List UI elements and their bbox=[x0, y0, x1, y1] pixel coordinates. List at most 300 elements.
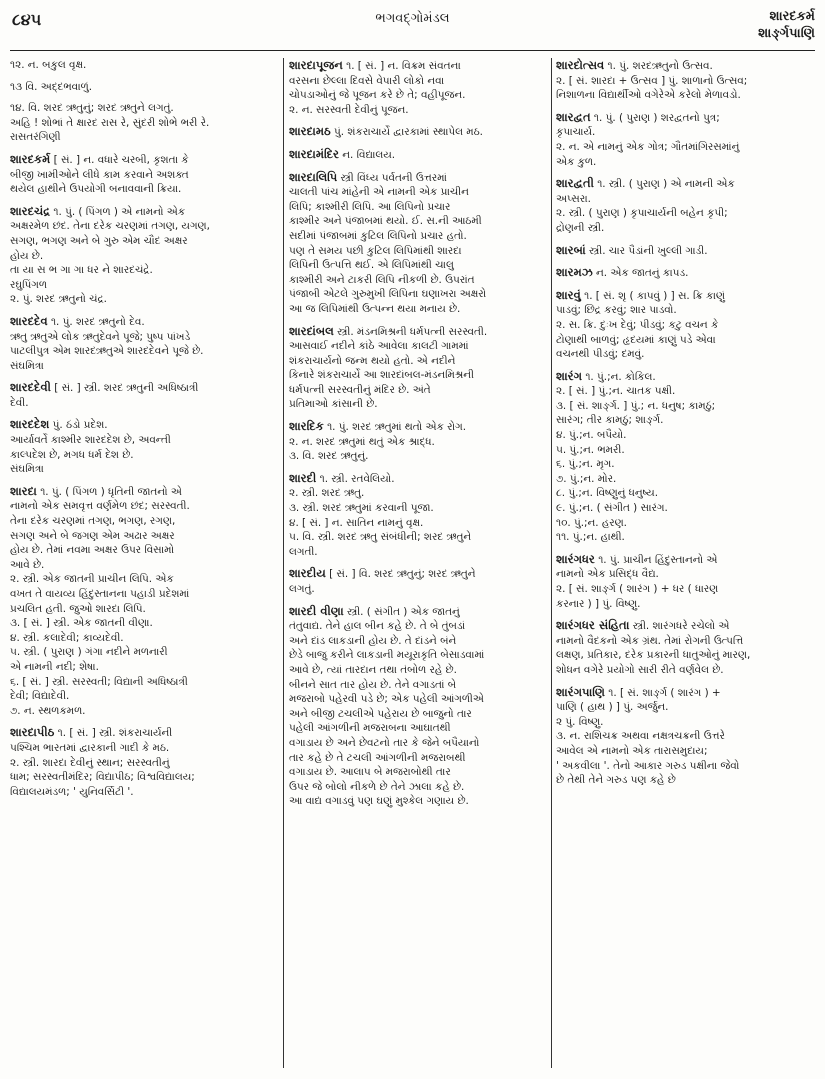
entry-text: ૩. [ સં. ] સ્ત્રી. એક જાતની વીણા. bbox=[10, 617, 153, 630]
entry-line bbox=[556, 582, 815, 597]
entry-text: સદીમાં પંજાબમાં કુટિલ લિપિનો પ્રચાર હતો. bbox=[289, 229, 467, 242]
entry-line bbox=[289, 258, 547, 273]
entry-text: લગતી. bbox=[289, 545, 318, 558]
entry-text: પાણિ ( હાથ ) ] પું. અર્જુન. bbox=[556, 701, 669, 714]
headword: શારંગધર સંહિતા bbox=[556, 618, 630, 633]
entry-line bbox=[10, 704, 278, 719]
guide-words bbox=[758, 8, 815, 42]
entry-line bbox=[556, 597, 815, 612]
entry-text: પું. ઠંડો પ્રદેશ. bbox=[52, 419, 108, 432]
entry-text: અક્ષરમેળ છંદ. તેના દરેક ચરણમાં તગણ, યગણ, bbox=[10, 220, 210, 233]
entry-text: ૨. [ સં. શારદા + ઉત્સવ ] પું. શાળાનો ઉત્સવ; bbox=[556, 74, 748, 87]
entry-line bbox=[556, 516, 815, 531]
entry-text: પું. શંકરાચાર્યે દ્વારકામાં સ્થાપેલ મઠ. bbox=[334, 126, 483, 139]
entry-text: કૃપાચાર્ય. bbox=[556, 126, 596, 139]
entry-line bbox=[10, 602, 278, 617]
entry-line bbox=[556, 618, 815, 634]
entry-text: સ્ત્રી. ચાર પૈડાંની ખુલ્લી ગાડી. bbox=[589, 244, 708, 257]
column-2 bbox=[289, 58, 547, 1070]
entry-line bbox=[289, 486, 547, 501]
dictionary-entry bbox=[10, 314, 278, 373]
entry-text: પ્રચલિત હતી. જુઓ શારદા લિપિ. bbox=[10, 602, 146, 615]
entry-text: ૮. પું.;ન. વિષ્ણુનું ધનુષ્ય. bbox=[556, 487, 658, 500]
entry-text: ૧. [ સં. ] સ્ત્રી. શંકરાચાર્યની bbox=[57, 727, 173, 740]
entry-text: ૨ પું. વિષ્ણુ. bbox=[556, 715, 604, 728]
entry-text: લગતું. bbox=[289, 583, 315, 595]
column-divider bbox=[283, 58, 284, 1068]
entry-line bbox=[289, 471, 547, 487]
entry-line bbox=[289, 214, 547, 229]
entry-line bbox=[10, 645, 278, 660]
dictionary-entry bbox=[289, 58, 547, 117]
dictionary-entry bbox=[289, 419, 547, 464]
entry-line bbox=[289, 273, 547, 288]
entry-text: ૧. પું. ( પિંગળ ) ધૃતિની જાતનો એ bbox=[40, 485, 182, 498]
entry-line bbox=[289, 765, 547, 780]
entry-line bbox=[10, 514, 278, 529]
entry-text: ૨. ન. એ નામનું એક ગોત્ર; ગૌતમાંગિરસમાંનું bbox=[556, 140, 740, 153]
entry-text: છે તેથી તેને ગરુડ પણ કહે છે bbox=[556, 774, 676, 787]
entry-line bbox=[10, 756, 278, 771]
entry-line bbox=[289, 383, 547, 398]
entry-text: ૨. સ્ત્રી. શારદા દેવીનું સ્થાન; સરસ્વતીનું bbox=[10, 756, 170, 769]
entry-line bbox=[10, 572, 278, 587]
entry-line bbox=[289, 368, 547, 383]
entry-text: દેવી. bbox=[10, 396, 29, 409]
entry-line bbox=[289, 103, 547, 118]
entry-line bbox=[10, 204, 278, 220]
entry-text: લિપિની ઉત્પત્તિ થઈ. એ લિપિમાંથી ચાલુ bbox=[289, 259, 454, 272]
entry-line bbox=[10, 433, 278, 448]
entry-text: પશ્ચિમ ભારતમાં દ્વારકાની ગાદી કે મઠ. bbox=[10, 741, 170, 754]
entry-line bbox=[10, 587, 278, 602]
dictionary-entry bbox=[556, 176, 815, 235]
entry-text: ૫. વિ. સ્ત્રી. શરદ ઋતુ સંબંધીની; શરદ ઋતુને bbox=[289, 531, 472, 544]
entry-line bbox=[556, 530, 815, 545]
entry-text: તેના દરેક ચરણમાં તગણ, ભગણ, રગણ, bbox=[10, 515, 176, 528]
entry-line bbox=[289, 582, 547, 597]
entry-text: અપ્સરા. bbox=[556, 192, 591, 205]
entry-line bbox=[556, 472, 815, 487]
entry-text: [ સં. ] ન. વધારે ચરબી, કૃશતા કે bbox=[53, 153, 189, 166]
entry-text: હોય છે. તેમાં નવમા અક્ષર ઉપર વિસામો bbox=[10, 544, 175, 557]
entry-line bbox=[10, 770, 278, 785]
entry-text: શોધન વગેરે પ્રયોગો સારી રીતે વર્ણવેલ છે. bbox=[556, 663, 724, 676]
entry-line bbox=[556, 443, 815, 458]
page-header bbox=[0, 8, 825, 44]
entry-line bbox=[10, 529, 278, 544]
entry-text: સ્ત્રી. શારંગધરે રચેલો એ bbox=[632, 620, 730, 633]
entry-text: ૪. [ સં. ] ન. સાતિન નામનું વૃક્ષ. bbox=[289, 516, 424, 529]
entry-line bbox=[289, 780, 547, 795]
entry-text: લિપિ; કાશ્મીરી લિપિ. આ લિપિનો પ્રચાર bbox=[289, 200, 451, 213]
entry-line bbox=[289, 449, 547, 464]
headword: શારંગપાણિ bbox=[556, 684, 605, 699]
entry-text: ધર્મપત્ની સરસ્વતીનું મંદિર છે. અંતે bbox=[289, 383, 431, 396]
entry-text: વિદ્યાલયમંડળ; ' યુનિવર્સિટી '. bbox=[10, 785, 134, 798]
entry-line bbox=[289, 88, 547, 103]
entry-line bbox=[10, 292, 278, 307]
entry-line bbox=[10, 330, 278, 345]
headword: શારદકર્મ bbox=[10, 151, 51, 166]
entry-line bbox=[556, 399, 815, 414]
entry-text: ૧૦. પું.;ન. હરણ. bbox=[556, 516, 627, 529]
dictionary-entry bbox=[10, 484, 278, 719]
entry-line bbox=[289, 419, 547, 435]
entry-text: ૩. વિ. શરદ ઋતુનું. bbox=[289, 450, 369, 463]
entry-text: પાડવું; છિદ્ર કરવું; શાર પાડવો. bbox=[556, 304, 677, 317]
entry-text: તંતુવાદ્ય. તેને હાલ બીન કહે છે. તે બે તુંબડાં bbox=[289, 620, 466, 633]
dictionary-entry bbox=[289, 147, 547, 163]
entry-text: સ્ત્રી. મંડનમિશ્રની ધર્મપત્ની સરસ્વતી. bbox=[337, 325, 488, 338]
entry-text: પંજાબી એટલે ગુરુમુખી લિપિના ઘણાખરા અક્ષરો bbox=[289, 288, 487, 301]
entry-line bbox=[556, 318, 815, 333]
entry-text: એક કુળ. bbox=[556, 155, 597, 168]
entry-line bbox=[289, 530, 547, 545]
entry-line bbox=[289, 354, 547, 369]
entry-line bbox=[10, 785, 278, 800]
entry-line bbox=[556, 648, 815, 663]
entry-line bbox=[10, 689, 278, 704]
entry-line bbox=[556, 552, 815, 568]
entry-text: ૫. પું.;ન. ભમરી. bbox=[556, 443, 625, 456]
entry-line bbox=[289, 287, 547, 302]
entry-text: ઋતુ ઋતુએ લોક ઋતુદેવને પૂજે; પુષ્પ પાંખડે bbox=[10, 330, 191, 343]
entry-text: ૫. સ્ત્રી. ( પુરાણ ) ગંગા નદીને મળનારી bbox=[10, 646, 168, 659]
entry-text: છેડે બાજુ કરીને લાકડાની મયૂરાકૃતિ બેસાડવામાં bbox=[289, 649, 485, 662]
guide-word-last: શાર્ઙ્ગપાણિ bbox=[758, 26, 815, 41]
entry-line bbox=[556, 457, 815, 472]
entry-line bbox=[289, 200, 547, 215]
entry-line bbox=[556, 243, 815, 259]
entry-text: આસવાઈ નદીને કાંઠે આવેલા કાલટી ગામમાં bbox=[289, 340, 469, 353]
entry-line bbox=[10, 116, 278, 131]
entry-text: અને દાંડ લાકડાની હોય છે. તે દાંડને બંને bbox=[289, 634, 457, 647]
entry-line bbox=[556, 74, 815, 89]
entry-text: પણ તે સમય પછી કુટિલ લિપિમાંથી શારદા bbox=[289, 244, 462, 257]
dictionary-entry bbox=[556, 552, 815, 611]
entry-text: ૭. ન. સ્થળકમળ. bbox=[10, 704, 86, 717]
entry-line bbox=[289, 397, 547, 412]
entry-line bbox=[289, 545, 547, 560]
entry-line bbox=[556, 288, 815, 304]
entry-text: શંકરાચાર્યનો જન્મ થયો હતો. એ નદીને bbox=[289, 354, 456, 367]
entry-line bbox=[289, 794, 547, 809]
entry-text: આવેલ એ નામનો એક તારાસમુદાય; bbox=[556, 744, 708, 757]
dictionary-entry bbox=[289, 124, 547, 140]
entry-line bbox=[10, 484, 278, 500]
entry-line bbox=[289, 74, 547, 89]
entry-text: ૧૪. વિ. શરદ ઋતુનું; શરદ ઋતુને લગતું. bbox=[10, 102, 174, 115]
entry-line bbox=[10, 263, 278, 278]
entry-line bbox=[556, 265, 815, 281]
entry-text: આ વાદ્ય વગાડવું પણ ઘણું મુશ્કેલ ગણાય છે. bbox=[289, 795, 469, 808]
entry-line bbox=[556, 413, 815, 428]
entry-line bbox=[10, 675, 278, 690]
headword: શારદ્વત bbox=[556, 109, 591, 124]
entry-text: સંઘમિત્રા bbox=[10, 463, 44, 476]
entry-line bbox=[556, 125, 815, 140]
dictionary-entry bbox=[556, 288, 815, 362]
entry-text: ૧૧. પું.;ન. હાથી. bbox=[556, 531, 625, 544]
entry-text: ' અકવીલા '. તેનો આકાર ગરુડ પક્ષીના જેવો bbox=[556, 759, 740, 772]
dictionary-entry bbox=[289, 471, 547, 560]
entry-text: ૧. પું. શરદ ઋતુમાં થતો એક રોગ. bbox=[327, 421, 467, 434]
headword: શારદદેવ bbox=[10, 313, 48, 328]
entry-text: ૧. સ્ત્રી. ( પુરાણ ) એ નામની એક bbox=[597, 178, 735, 191]
entry-line bbox=[289, 736, 547, 751]
headword: શારદાલિપિ bbox=[289, 169, 338, 184]
entry-line bbox=[10, 558, 278, 573]
entry-text: ૧. [ સં. શૃ ( કાપવું ) ] સ. ક્રિ કાણું bbox=[584, 289, 725, 302]
entry-line bbox=[289, 751, 547, 766]
entry-line bbox=[556, 700, 815, 715]
entry-text: કિનારે શંકરાચાર્યે આ શારદાંબલ-મંડનમિશ્રની bbox=[289, 369, 474, 382]
entry-line bbox=[556, 384, 815, 399]
entry-line bbox=[10, 234, 278, 249]
column-1 bbox=[10, 58, 278, 1070]
entry-line bbox=[10, 219, 278, 234]
entry-text: ચાલતી પાંચ માંહેની એ નામની એક પ્રાચીન bbox=[289, 186, 469, 199]
entry-text: ૨. સ્ત્રી. એક જાતની પ્રાચીન લિપિ. એક bbox=[10, 573, 174, 586]
entry-text: એ નામની નદી; શેષા. bbox=[10, 660, 99, 673]
entry-text: ૧. [ સં. ] ન. વિક્રમ સંવતના bbox=[346, 60, 461, 72]
entry-line bbox=[556, 369, 815, 385]
entry-line bbox=[556, 744, 815, 759]
entry-text: ૧. પું. ( પુરાણ ) શરદ્વતનો પુત્ર; bbox=[593, 111, 720, 124]
entry-text: પાટલીપુત્ર એમ શારદઋતુએ શારદદેવને પૂજે છે. bbox=[10, 345, 204, 358]
column-3 bbox=[556, 58, 815, 1070]
entry-text: તાર કહે છે તે ટચલી આંગળીની મજરાબથી bbox=[289, 751, 466, 764]
entry-line bbox=[556, 155, 815, 170]
entry-line bbox=[10, 660, 278, 675]
entry-line bbox=[556, 333, 815, 348]
dictionary-entry bbox=[10, 380, 278, 410]
column-divider bbox=[551, 58, 552, 1068]
entry-text: ૩. ન. રાશિચક્ર અથવા નક્ષત્રચક્રની ઉત્તરે bbox=[556, 730, 725, 743]
entry-line bbox=[10, 448, 278, 463]
entry-text: પ્રતિમાઓ કાંસાની છે. bbox=[289, 398, 378, 411]
headword: શારદાપીઠ bbox=[10, 725, 55, 740]
entry-text: સારંગ; તીર કામઠું; શાર્ઙ્ગ. bbox=[556, 414, 664, 427]
headword: શારમઝ bbox=[556, 265, 593, 280]
entry-line bbox=[556, 88, 815, 103]
entry-line bbox=[10, 396, 278, 411]
entry-text: ૧. પું.;ન. કોકિલ. bbox=[585, 370, 656, 383]
entry-line bbox=[10, 101, 278, 116]
entry-line bbox=[10, 168, 278, 183]
entry-line bbox=[289, 604, 547, 620]
entry-line bbox=[289, 170, 547, 186]
entry-line bbox=[10, 249, 278, 264]
entry-line bbox=[10, 631, 278, 646]
dictionary-entry bbox=[10, 152, 278, 197]
entry-text: બીનને સાત તાર હોય છે. તેને વગાડતાં બે bbox=[289, 678, 457, 691]
entry-line bbox=[10, 616, 278, 631]
entry-line bbox=[10, 499, 278, 514]
entry-line bbox=[10, 380, 278, 396]
entry-line bbox=[556, 140, 815, 155]
entry-text: ૧. પું. પ્રાચીન હિંદુસ્તાનનો એ bbox=[598, 553, 718, 566]
dictionary-entry bbox=[289, 324, 547, 413]
headword: શારદી વીણા bbox=[289, 603, 344, 618]
entry-line bbox=[10, 58, 278, 73]
entry-text: અને બીજી ટચલીએ પહેરાય છે બાજુનો તાર bbox=[289, 707, 472, 720]
entry-text: સ્ત્રી. ( સંગીત ) એક જાતનું bbox=[346, 605, 460, 618]
entry-line bbox=[556, 501, 815, 516]
entry-line bbox=[289, 619, 547, 634]
entry-line bbox=[10, 80, 278, 95]
entry-line bbox=[556, 428, 815, 443]
headword: શારંગ bbox=[556, 368, 583, 383]
entry-text: ધામ; સરસ્વતીમંદિર; વિદ્યાપીઠ; વિશ્વવિદ્યાલય; bbox=[10, 771, 195, 784]
entry-line bbox=[289, 566, 547, 582]
entry-line bbox=[289, 721, 547, 736]
entry-text: બીજી ખામીઓને લીધે કામ કરવાને અશક્ત bbox=[10, 168, 189, 181]
entry-line bbox=[10, 725, 278, 741]
entry-line bbox=[556, 58, 815, 74]
entry-line bbox=[10, 543, 278, 558]
entry-line bbox=[556, 567, 815, 582]
entry-text: વગાડાય છે અને છેવટનો તાર કે જેને બપૈયાનો bbox=[289, 736, 480, 749]
entry-text: હોય છે. bbox=[10, 249, 44, 262]
entry-text: ૧. પું. ( પિંગળ ) એ નામનો એક bbox=[53, 205, 186, 218]
dictionary-entry bbox=[556, 58, 815, 103]
headword: શારદચંદ્ર bbox=[10, 203, 51, 218]
entry-line bbox=[289, 501, 547, 516]
headword: શારદોત્સવ bbox=[556, 58, 605, 72]
entry-text: ઉપર જે બોલો નીકળે છે તેને ઝાલા કહે છે. bbox=[289, 780, 465, 793]
entry-line bbox=[289, 229, 547, 244]
dictionary-entry bbox=[556, 243, 815, 259]
headword: શારંગધર bbox=[556, 551, 595, 566]
dictionary-entry bbox=[289, 170, 547, 317]
entry-line bbox=[289, 648, 547, 663]
entry-text: ૨. સ્ત્રી. શરદ ઋતુ. bbox=[289, 487, 365, 500]
entry-text: ૧. પું. શરદ ઋતુનો દેવ. bbox=[50, 315, 145, 328]
entry-text: થયેલ હાથીને ઉપયોગી બનાવવાની ક્રિયા. bbox=[10, 183, 182, 196]
dictionary-entry bbox=[556, 369, 815, 545]
entry-line bbox=[10, 344, 278, 359]
entry-text: રઘુપિંગળ bbox=[10, 278, 47, 291]
entry-line bbox=[10, 359, 278, 374]
entry-line bbox=[289, 339, 547, 354]
entry-line bbox=[556, 729, 815, 744]
entry-text: [ સં. ] સ્ત્રી. શરદ ઋતુની અધિષ્ઠાત્રી bbox=[54, 382, 199, 395]
entry-line bbox=[556, 486, 815, 501]
entry-text: વગાડાય છે. આલાપ બે મજરાબોથી તાર bbox=[289, 766, 451, 779]
entry-line bbox=[556, 176, 815, 192]
guide-word-first: શારદકર્મ bbox=[769, 9, 815, 24]
entry-text: ૧. સ્ત્રી. રતવેલિયો. bbox=[319, 472, 395, 485]
entry-text: કાશ્મીરી અને ટાકરી લિપિ નીકળી છે. ઉપરાંત bbox=[289, 273, 475, 286]
entry-line bbox=[556, 192, 815, 207]
entry-line bbox=[556, 347, 815, 362]
dictionary-entry bbox=[10, 80, 278, 95]
dictionary-entry bbox=[10, 58, 278, 73]
entry-text: ટોણાથી બાળવું; હૃદયમાં કાણું પડે એવા bbox=[556, 333, 716, 346]
entry-text: લક્ષણ, પ્રતિકાર, દરેક પ્રકારની ધાતુઓનું મારણ, bbox=[556, 649, 751, 662]
page-number: ૮૪૫ bbox=[12, 10, 42, 29]
entry-line bbox=[289, 185, 547, 200]
dictionary-entry bbox=[556, 265, 815, 281]
entry-line bbox=[289, 244, 547, 259]
header-rule bbox=[10, 50, 815, 51]
entry-line bbox=[10, 182, 278, 197]
dictionary-entry bbox=[289, 604, 547, 809]
entry-line bbox=[556, 685, 815, 701]
book-title: ભગવદ્ગોમંડલ bbox=[375, 11, 450, 26]
entry-text: તા યા સ ભ ગા ગા ધર ને શારદચંદ્રે. bbox=[10, 264, 153, 277]
entry-text: વચનથી પીડવું; દમવું. bbox=[556, 348, 645, 361]
entry-line bbox=[289, 678, 547, 693]
entry-text: કરનાર ) ] પું. વિષ્ણુ. bbox=[556, 597, 641, 610]
entry-text: વરસના છેલ્લા દિવસે વેપારી લોકો નવા bbox=[289, 74, 445, 87]
entry-text: દ્રોણની સ્ત્રી. bbox=[556, 221, 605, 234]
entry-text: ચોપડાઓનું જે પૂજન કરે છે તે; વહીપૂજન. bbox=[289, 89, 466, 102]
entry-text: આવે છે, ત્યાં તારદાન તથા તંબોળ રહે છે. bbox=[289, 663, 457, 676]
entry-line bbox=[289, 516, 547, 531]
entry-line bbox=[556, 663, 815, 678]
entry-text: ન. એક જાતનું કાપડ. bbox=[596, 267, 689, 280]
entry-text: અહિ ! શોભાં તે ક્ષારદ રાસ રે, સુંદરી શોભે ભરી રે. bbox=[10, 116, 210, 129]
entry-line bbox=[10, 462, 278, 477]
entry-text: ૨. પું. શરદ ઋતુનો ચંદ્ર. bbox=[10, 293, 107, 306]
dictionary-entry bbox=[289, 566, 547, 596]
entry-line bbox=[556, 110, 815, 126]
entry-line bbox=[10, 152, 278, 168]
entry-line bbox=[10, 741, 278, 756]
entry-text: વખત તે વાયવ્ય હિંદુસ્તાનના પહાડી પ્રદેશમાં bbox=[10, 588, 190, 600]
headword: શારદદેવી bbox=[10, 380, 51, 395]
entry-line bbox=[10, 278, 278, 293]
entry-text: ૪. પું.;ન. બપૈયો. bbox=[556, 429, 627, 442]
headword: શારબાં bbox=[556, 242, 586, 257]
entry-text: [ સં. ] વિ. શરદ ઋતુનું; શરદ ઋતુને bbox=[329, 568, 476, 581]
entry-text: ૨. ન. સરસ્વતી દેવીનું પૂજન. bbox=[289, 103, 409, 116]
entry-line bbox=[289, 634, 547, 649]
entry-line bbox=[289, 324, 547, 340]
entry-text: ૧. પું. શરદઋતુનો ઉત્સવ. bbox=[607, 60, 713, 72]
entry-text: સંઘમિત્રા bbox=[10, 359, 44, 372]
entry-line bbox=[289, 58, 547, 74]
entry-text: સગણ અને બે જગણ એમ અઢાર અક્ષર bbox=[10, 529, 175, 542]
entry-line bbox=[556, 759, 815, 774]
entry-line bbox=[289, 692, 547, 707]
headword: શારદીય bbox=[289, 566, 326, 581]
dictionary-entry bbox=[10, 204, 278, 307]
entry-text: ન. વિદ્યાલય. bbox=[342, 148, 396, 161]
entry-text: પહેલી આંગળીની મજરાબના આઘાતથી bbox=[289, 722, 451, 735]
entry-text: ૨. સ. ક્રિ. દુઃખ દેવું; પીડવું; કટુ વચન કે bbox=[556, 318, 719, 331]
headword: શારદાપૂજન bbox=[289, 58, 343, 72]
entry-line bbox=[289, 147, 547, 163]
entry-line bbox=[556, 773, 815, 788]
headword: શારદામંદિર bbox=[289, 146, 339, 161]
entry-line bbox=[289, 707, 547, 722]
entry-text: કાલ્પદેશ છે, મગધ ધર્મ દેશ છે. bbox=[10, 448, 134, 461]
entry-line bbox=[556, 303, 815, 318]
headword: શારદિક bbox=[289, 419, 324, 434]
dictionary-entry bbox=[10, 725, 278, 799]
dictionary-entry bbox=[556, 685, 815, 788]
entry-line bbox=[10, 130, 278, 145]
dictionary-entry bbox=[10, 417, 278, 476]
entry-text: કાશ્મીર અને પંજાબમાં થયો. ઈ. સ.ની આઠમી bbox=[289, 215, 482, 228]
entry-text: ૭. પું.;ન. મોર. bbox=[556, 472, 617, 485]
entry-text: ૧૨. ન. બકુલ વૃક્ષ. bbox=[10, 59, 87, 71]
entry-line bbox=[289, 663, 547, 678]
